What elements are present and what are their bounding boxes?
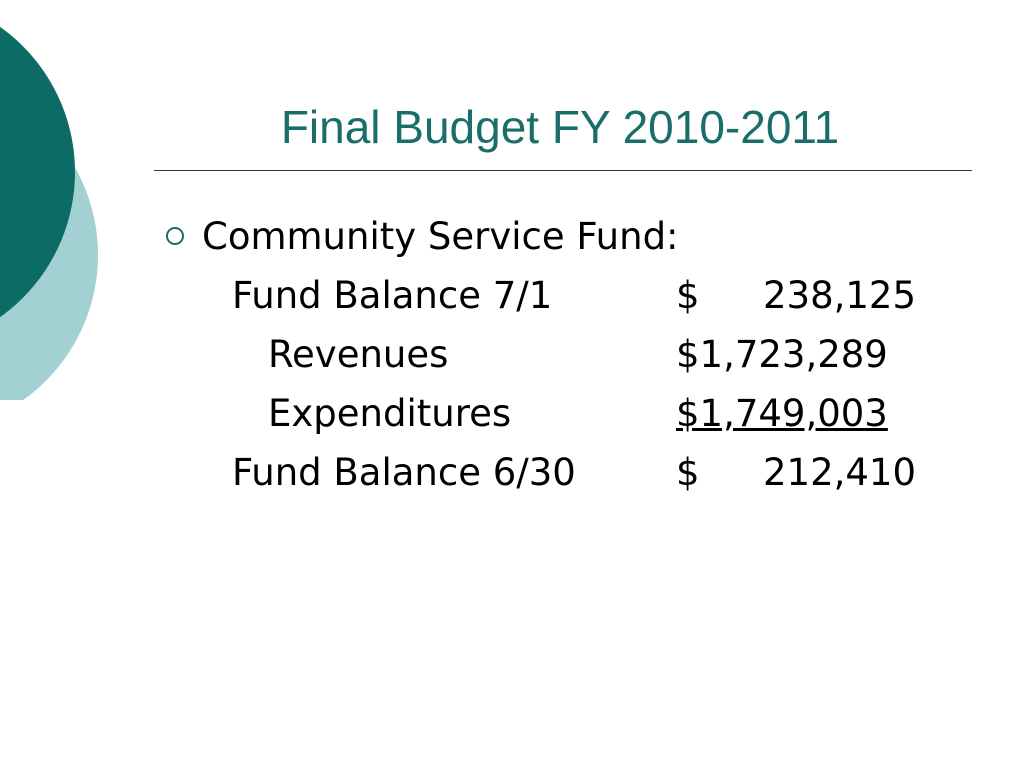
row-amount-expenditures: $1,749,003: [676, 392, 888, 435]
row-amount-revenues: $1,723,289: [676, 333, 888, 376]
row-label-fund-balance-end: Fund Balance 6/30: [232, 451, 576, 494]
bullet-item: [166, 211, 679, 263]
row-label-expenditures: Expenditures: [268, 392, 512, 435]
amount-value: 238,125: [762, 274, 916, 317]
row-amount-fund-balance-end: [676, 447, 916, 499]
amount-value: 212,410: [762, 451, 916, 494]
decorative-circles: [0, 0, 110, 400]
bullet-text: Community Service Fund:: [202, 215, 679, 258]
row-amount-fund-balance-start: [676, 270, 916, 322]
currency-symbol: $: [676, 451, 700, 494]
currency-symbol: $: [676, 274, 700, 317]
title-divider: [154, 170, 972, 171]
slide-title: Final Budget FY 2010-2011: [280, 101, 840, 153]
row-label-revenues: Revenues: [268, 333, 449, 376]
hollow-circle-bullet-icon: [166, 227, 184, 245]
row-label-fund-balance-start: Fund Balance 7/1: [232, 274, 553, 317]
